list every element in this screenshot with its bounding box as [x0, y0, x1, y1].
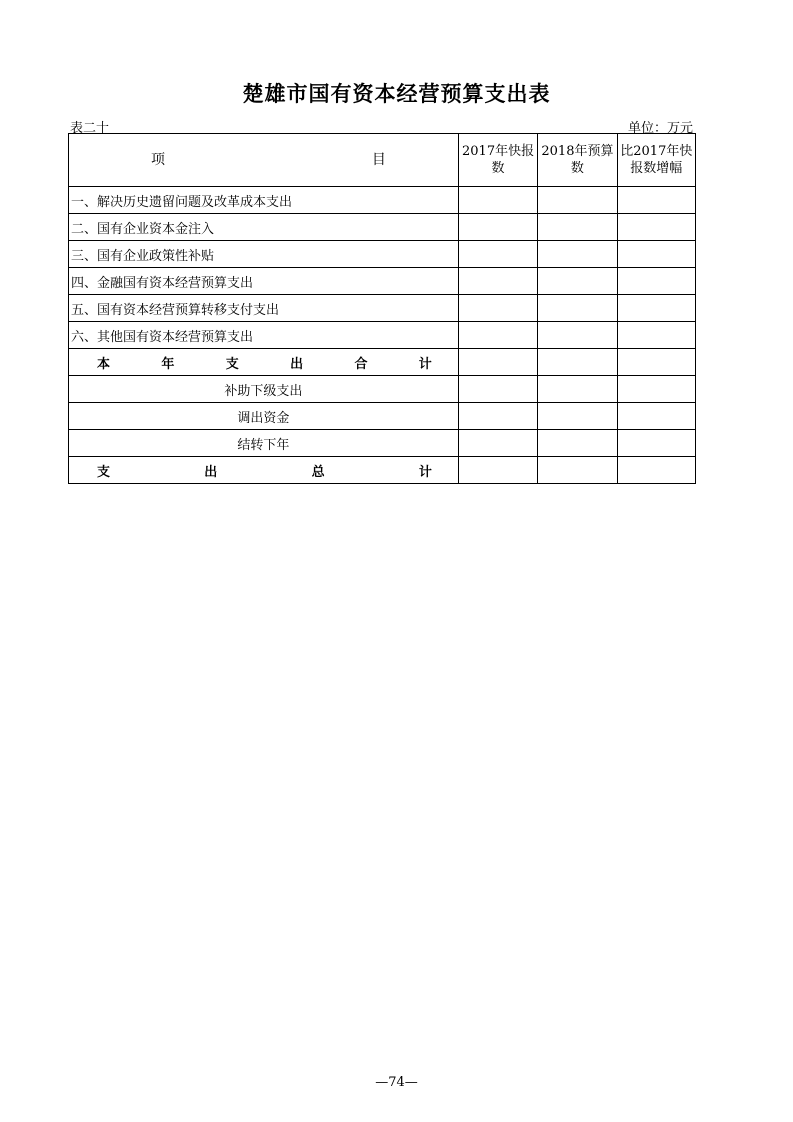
- cell-2018: [538, 403, 617, 430]
- subtotal-char: 出: [290, 356, 304, 372]
- cell-2017: [458, 295, 537, 322]
- table-row: [69, 403, 696, 430]
- cell-2018: [538, 430, 617, 457]
- cell-growth: [617, 214, 695, 241]
- cell-2018: [538, 349, 617, 376]
- table-row: [69, 322, 696, 349]
- table-header-row: [69, 134, 696, 187]
- cell-growth: [617, 376, 695, 403]
- row-label: 四、金融国有资本经营预算支出: [69, 268, 459, 295]
- row-label: 一、解决历史遗留问题及改革成本支出: [69, 187, 459, 214]
- header-item-char: 项: [151, 151, 165, 168]
- total-char: 计: [418, 464, 432, 480]
- row-label: 调出资金: [69, 403, 459, 430]
- cell-growth: [617, 403, 695, 430]
- header-item: [69, 134, 459, 187]
- total-char: 总: [311, 464, 325, 480]
- cell-growth: [617, 430, 695, 457]
- cell-2018: [538, 187, 617, 214]
- cell-2017: [458, 187, 537, 214]
- row-label: 三、国有企业政策性补贴: [69, 241, 459, 268]
- cell-2018: [538, 295, 617, 322]
- page-title: 楚雄市国有资本经营预算支出表: [242, 81, 551, 106]
- subtotal-char: 计: [418, 356, 432, 372]
- cell-2017: [458, 214, 537, 241]
- total-label: [69, 457, 459, 484]
- cell-growth: [617, 295, 695, 322]
- cell-growth: [617, 268, 695, 295]
- cell-growth: [617, 322, 695, 349]
- header-2017-report: 2017年快报数: [458, 134, 537, 187]
- row-label: 五、国有资本经营预算转移支付支出: [69, 295, 459, 322]
- cell-2017: [458, 457, 537, 484]
- budget-table: [68, 133, 696, 484]
- cell-2017: [458, 241, 537, 268]
- page-number: —74—: [375, 1075, 418, 1090]
- cell-2018: [538, 376, 617, 403]
- table-row: [69, 268, 696, 295]
- cell-growth: [617, 187, 695, 214]
- subtotal-char: 合: [354, 356, 368, 372]
- row-label: 补助下级支出: [69, 376, 459, 403]
- cell-growth: [617, 457, 695, 484]
- row-label: 结转下年: [69, 430, 459, 457]
- cell-growth: [617, 241, 695, 268]
- cell-2018: [538, 268, 617, 295]
- table-row: [69, 295, 696, 322]
- cell-2017: [458, 322, 537, 349]
- row-label: 六、其他国有资本经营预算支出: [69, 322, 459, 349]
- unit-label: 单位：万元: [627, 121, 693, 136]
- total-char: 支: [97, 464, 111, 480]
- header-growth-rate: 比2017年快报数增幅: [617, 134, 695, 187]
- table-row: [69, 376, 696, 403]
- subtotal-char: 本: [97, 356, 111, 372]
- cell-2018: [538, 241, 617, 268]
- header-2018-budget: 2018年预算数: [538, 134, 617, 187]
- cell-2018: [538, 457, 617, 484]
- total-row: [69, 457, 696, 484]
- cell-2017: [458, 349, 537, 376]
- table-row: [69, 214, 696, 241]
- cell-growth: [617, 349, 695, 376]
- cell-2018: [538, 214, 617, 241]
- cell-2017: [458, 403, 537, 430]
- subtotal-label: [69, 349, 459, 376]
- total-char: 出: [204, 464, 218, 480]
- subtotal-row: [69, 349, 696, 376]
- subtotal-char: 支: [225, 356, 239, 372]
- table-row: [69, 187, 696, 214]
- cell-2017: [458, 376, 537, 403]
- row-label: 二、国有企业资本金注入: [69, 214, 459, 241]
- table-row: [69, 430, 696, 457]
- header-item-char: 目: [371, 151, 386, 168]
- subtotal-char: 年: [161, 356, 175, 372]
- table-label: 表二十: [70, 121, 110, 136]
- cell-2017: [458, 430, 537, 457]
- table-row: [69, 241, 696, 268]
- cell-2018: [538, 322, 617, 349]
- cell-2017: [458, 268, 537, 295]
